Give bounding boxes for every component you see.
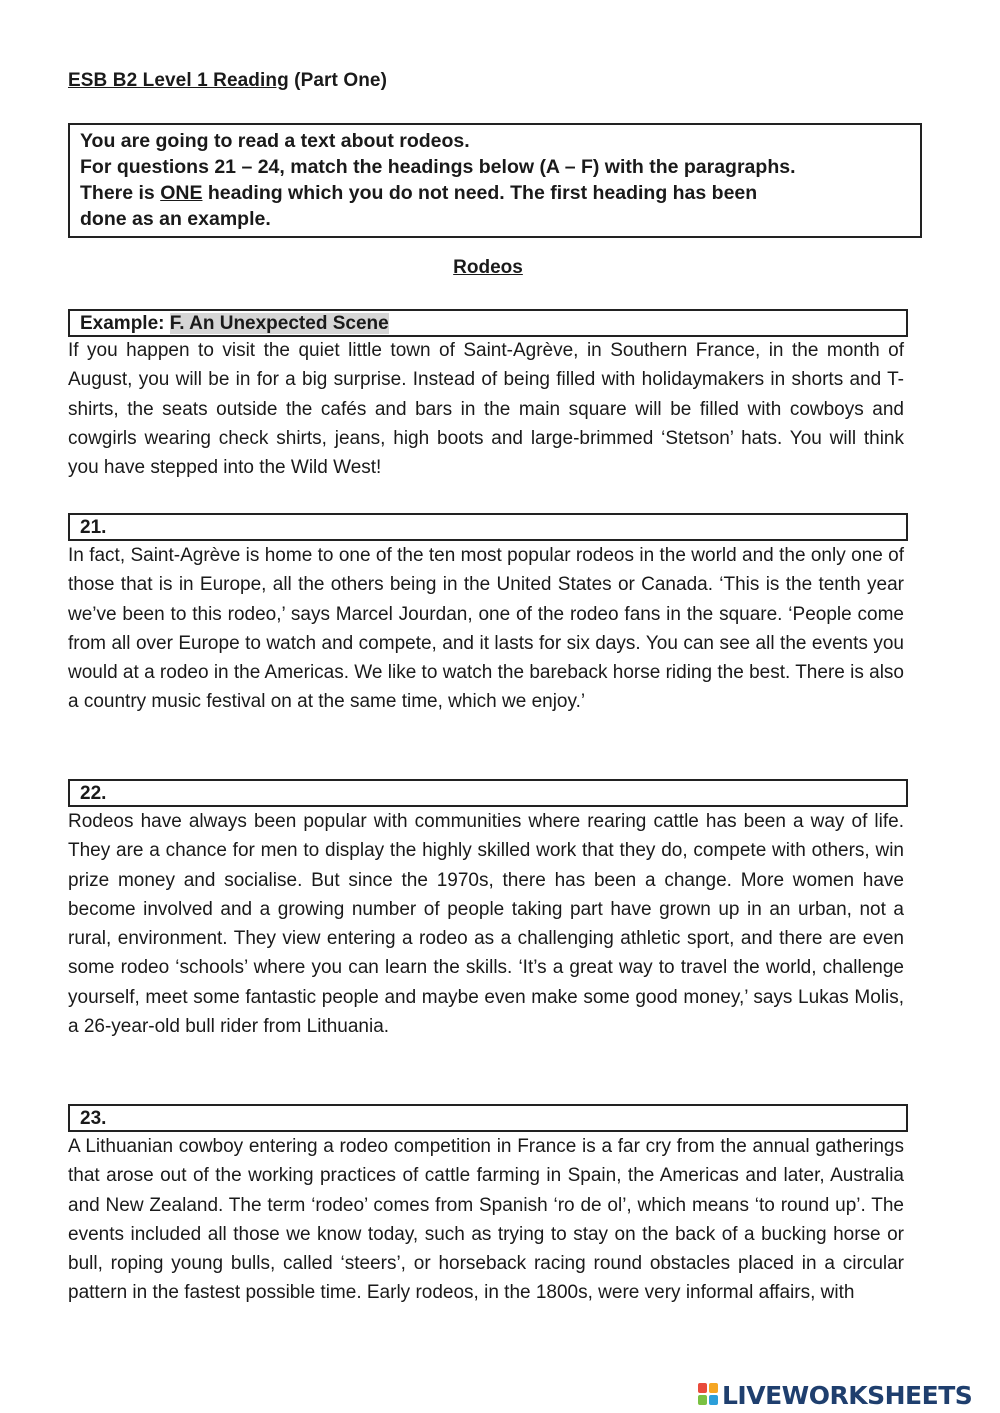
- example-paragraph: If you happen to visit the quiet little town of Saint-Agrève, in Southern France, in the month of August, you will be in for a big surprise. Instead of being filled with holidaymakers in shorts and T-shirts, the seats outside the cafés and bars in the main square will be filled with cowboys and cowgirls wearing check shirts, jeans, high boots and large-brimmed ‘Stetson’ hats. You will think you have stepped into the Wild West!: [68, 340, 904, 479]
- question-23-number: 23.: [80, 1108, 107, 1129]
- instructions-line-4: done as an example.: [80, 208, 271, 230]
- liveworksheets-logo: [698, 1379, 972, 1411]
- liveworksheets-brand: LIVEWORKSHEETS: [722, 1380, 973, 1410]
- example-heading-box: [68, 309, 908, 337]
- title-rest: (Part One): [288, 70, 388, 91]
- instructions-line-3: There is ONE heading which you do not need. The first heading has been: [80, 182, 758, 204]
- question-21-number: 21.: [80, 517, 107, 538]
- question-22-number: 22.: [80, 783, 107, 804]
- paragraph-21: In fact, Saint-Agrève is home to one of the ten most popular rodeos in the world and the only one of those that is in Europe, all the others being in the United States or Canada. ‘This is the tenth year we’ve been to this rodeo,’ says Marcel Jourdan, one of the rodeo fans in the square. ‘People come from all over Europe to watch and compete, and it lasts for six days. You can see all the events you would at a rodeo in the Americas. We like to watch the bareback horse riding the best. There is also a country music festival on at the same time, which we enjoy.’: [68, 545, 904, 713]
- instructions-line-1: You are going to read a text about rodeos.: [80, 130, 470, 152]
- example-answer: F. An Unexpected Scene: [169, 313, 389, 334]
- question-22-heading-box[interactable]: [68, 779, 908, 807]
- instructions-line-2: For questions 21 – 24, match the headings below (A – F) with the paragraphs.: [80, 156, 796, 178]
- worksheet-title: [68, 70, 387, 92]
- question-21-heading-box[interactable]: [68, 513, 908, 541]
- emphasis-one: ONE: [160, 182, 203, 204]
- instructions-box: [68, 123, 922, 238]
- article-title: Rodeos: [453, 257, 523, 278]
- paragraph-23: A Lithuanian cowboy entering a rodeo competition in France is a far cry from the annual gatherings that arose out of the working practices of cattle farming in Spain, the Americas and later, Australia and New Zealand. The term ‘rodeo’ comes from Spanish ‘ro de ol’, which means ‘to round up’. The events included all those we know today, such as trying to stay on the back of a bucking horse or bull, roping young bulls, called ‘steers’, or horseback racing round obstacles placed in a circular pattern in the fastest possible time. Early rodeos, in the 1800s, were very informal affairs, with: [68, 1136, 904, 1304]
- title-underlined: ESB B2 Level 1 Reading: [68, 70, 289, 91]
- example-label: Example:: [80, 313, 170, 334]
- liveworksheets-logo-icon: [698, 1383, 720, 1407]
- paragraph-22: Rodeos have always been popular with communities where rearing cattle has been a way of life. They are a chance for men to display the highly skilled work that they do, compete with others, win prize money and socialise. But since the 1970s, there has been a change. More women have become involved and a growing number of people taking part have grown up in an urban, not a rural, environment. They view entering a rodeo as a challenging athletic sport, and there are even some rodeo ‘schools’ where you can learn the skills. ‘It’s a great way to travel the world, challenge yourself, meet some fantastic people and maybe even make some good money,’ says Lukas Molis, a 26-year-old bull rider from Lithuania.: [68, 811, 904, 1038]
- question-23-heading-box[interactable]: [68, 1104, 908, 1132]
